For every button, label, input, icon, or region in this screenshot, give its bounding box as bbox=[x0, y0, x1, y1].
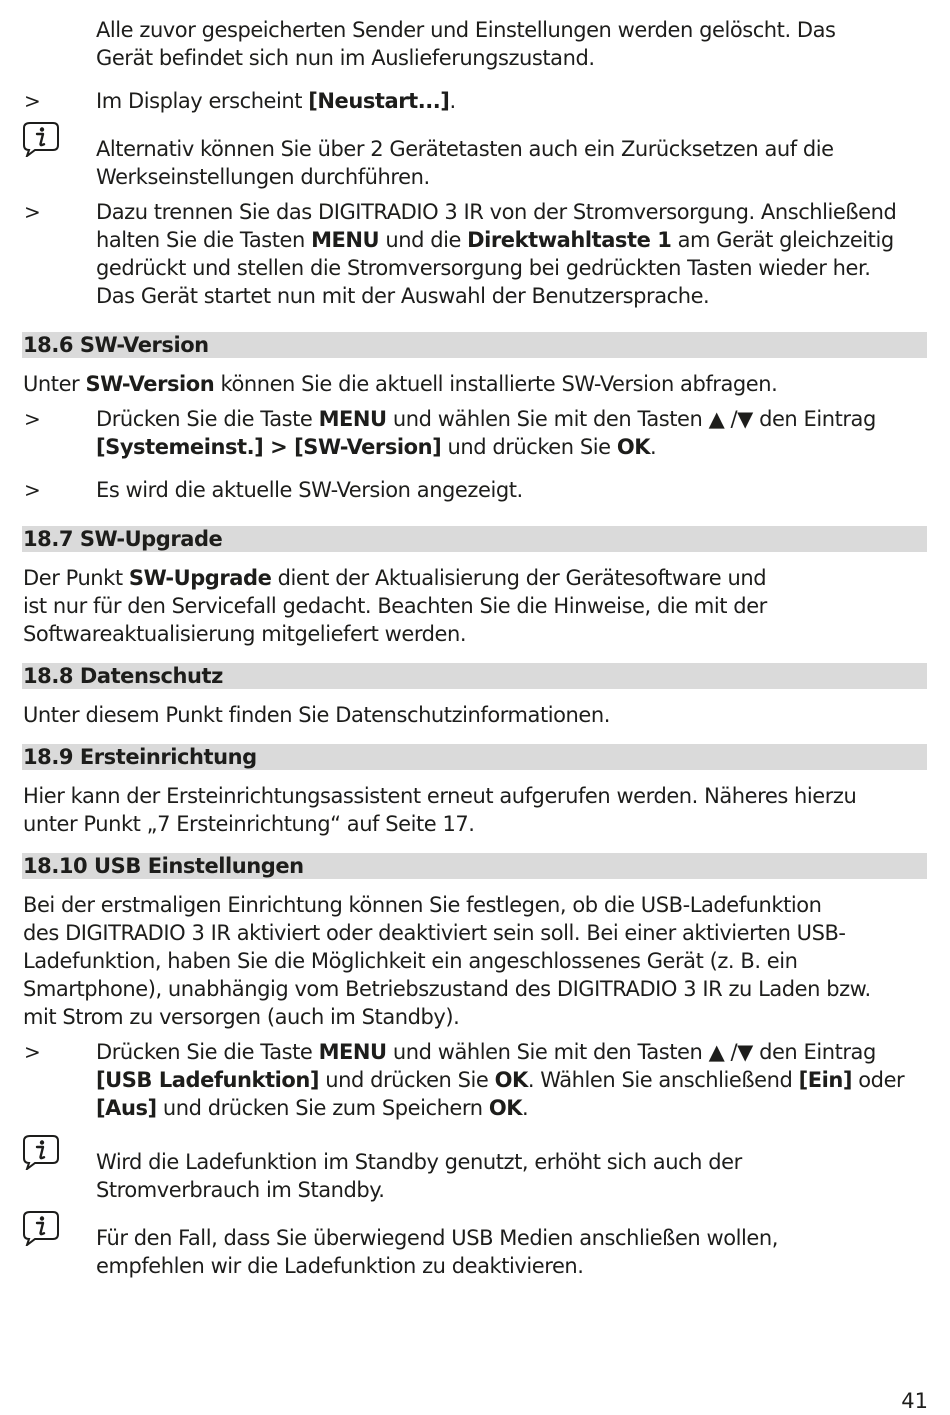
step-arrow: > bbox=[24, 407, 41, 431]
s1810-note-line: Stromverbrauch im Standby. bbox=[96, 1178, 385, 1202]
info-icon bbox=[22, 1134, 60, 1170]
s1810-note-line: Wird die Ladefunktion im Standby genutzt, erhöht sich auch der bbox=[96, 1150, 742, 1174]
step-arrow: > bbox=[24, 200, 41, 224]
s1810-paragraph-line: des DIGITRADIO 3 IR aktiviert oder deaktiviert sein soll. Bei einer aktivierten USB- bbox=[23, 921, 846, 945]
intro-note-line: Alternativ können Sie über 2 Gerätetasten auch ein Zurücksetzen auf die bbox=[96, 137, 834, 161]
s189-paragraph-line: Hier kann der Ersteinrichtungsassistent erneut aufgerufen werden. Näheres hierzu bbox=[23, 784, 857, 808]
s1810-paragraph-line: Smartphone), unabhängig vom Betriebszustand des DIGITRADIO 3 IR zu Laden bzw. bbox=[23, 977, 871, 1001]
intro-step-1: Im Display erscheint [Neustart...]. bbox=[96, 89, 456, 113]
step-arrow: > bbox=[24, 89, 41, 113]
s189-paragraph-line: unter Punkt „7 Ersteinrichtung“ auf Seite 17. bbox=[23, 812, 475, 836]
section-heading-text: 18.10 USB Einstellungen bbox=[23, 854, 304, 878]
s186-step-line: [Systemeinst.] > [SW-Version] und drücken Sie OK. bbox=[96, 435, 657, 459]
s187-paragraph-line: ist nur für den Servicefall gedacht. Beachten Sie die Hinweise, die mit der bbox=[23, 594, 767, 618]
intro-step-2-line: halten Sie die Tasten MENU und die Direktwahltaste 1 am Gerät gleichzeitig bbox=[96, 228, 894, 252]
s1810-paragraph-line: Ladefunktion, haben Sie die Möglichkeit ein angeschlossenes Gerät (z. B. ein bbox=[23, 949, 798, 973]
s1810-step-line: Drücken Sie die Taste MENU und wählen Sie mit den Tasten ▲ /▼ den Eintrag bbox=[96, 1040, 876, 1064]
section-heading-18-6 bbox=[22, 332, 927, 358]
s188-paragraph: Unter diesem Punkt finden Sie Datenschutzinformationen. bbox=[23, 703, 610, 727]
s187-paragraph-line: Der Punkt SW-Upgrade dient der Aktualisierung der Gerätesoftware und bbox=[23, 566, 767, 590]
section-heading-18-8 bbox=[22, 663, 927, 689]
info-icon bbox=[22, 1210, 60, 1246]
s1810-step-line: [USB Ladefunktion] und drücken Sie OK. Wählen Sie anschließend [Ein] oder bbox=[96, 1068, 905, 1092]
intro-step-2-line: Dazu trennen Sie das DIGITRADIO 3 IR von der Stromversorgung. Anschließend bbox=[96, 200, 897, 224]
section-heading-text: 18.7 SW-Upgrade bbox=[23, 527, 223, 551]
intro-step-2-line: Das Gerät startet nun mit der Auswahl der Benutzersprache. bbox=[96, 284, 710, 308]
intro-note-line: Werkseinstellungen durchführen. bbox=[96, 165, 430, 189]
s186-step-2: Es wird die aktuelle SW-Version angezeigt. bbox=[96, 478, 523, 502]
step-arrow: > bbox=[24, 1040, 41, 1064]
intro-paragraph-line: Gerät befindet sich nun im Auslieferungszustand. bbox=[96, 46, 595, 70]
s1810-note-line: empfehlen wir die Ladefunktion zu deaktivieren. bbox=[96, 1254, 584, 1278]
s186-paragraph: Unter SW-Version können Sie die aktuell installierte SW-Version abfragen. bbox=[23, 372, 778, 396]
section-heading-18-9 bbox=[22, 744, 927, 770]
s1810-paragraph-line: mit Strom zu versorgen (auch im Standby). bbox=[23, 1005, 460, 1029]
s1810-paragraph-line: Bei der erstmaligen Einrichtung können Sie festlegen, ob die USB-Ladefunktion bbox=[23, 893, 822, 917]
s1810-step-line: [Aus] und drücken Sie zum Speichern OK. bbox=[96, 1096, 529, 1120]
s187-paragraph-line: Softwareaktualisierung mitgeliefert werden. bbox=[23, 622, 467, 646]
section-heading-18-7 bbox=[22, 526, 927, 552]
section-heading-18-10 bbox=[22, 853, 927, 879]
s1810-note-line: Für den Fall, dass Sie überwiegend USB Medien anschließen wollen, bbox=[96, 1226, 778, 1250]
s186-step-line: Drücken Sie die Taste MENU und wählen Sie mit den Tasten ▲ /▼ den Eintrag bbox=[96, 407, 876, 431]
intro-paragraph-line: Alle zuvor gespeicherten Sender und Einstellungen werden gelöscht. Das bbox=[96, 18, 836, 42]
section-heading-text: 18.9 Ersteinrichtung bbox=[23, 745, 257, 769]
step-arrow: > bbox=[24, 478, 41, 502]
section-heading-text: 18.8 Datenschutz bbox=[23, 664, 223, 688]
page-number: 41 bbox=[901, 1389, 928, 1413]
intro-step-2-line: gedrückt und stellen die Stromversorgung bei gedrückten Tasten wieder her. bbox=[96, 256, 871, 280]
info-icon bbox=[22, 121, 60, 157]
section-heading-text: 18.6 SW-Version bbox=[23, 333, 209, 357]
